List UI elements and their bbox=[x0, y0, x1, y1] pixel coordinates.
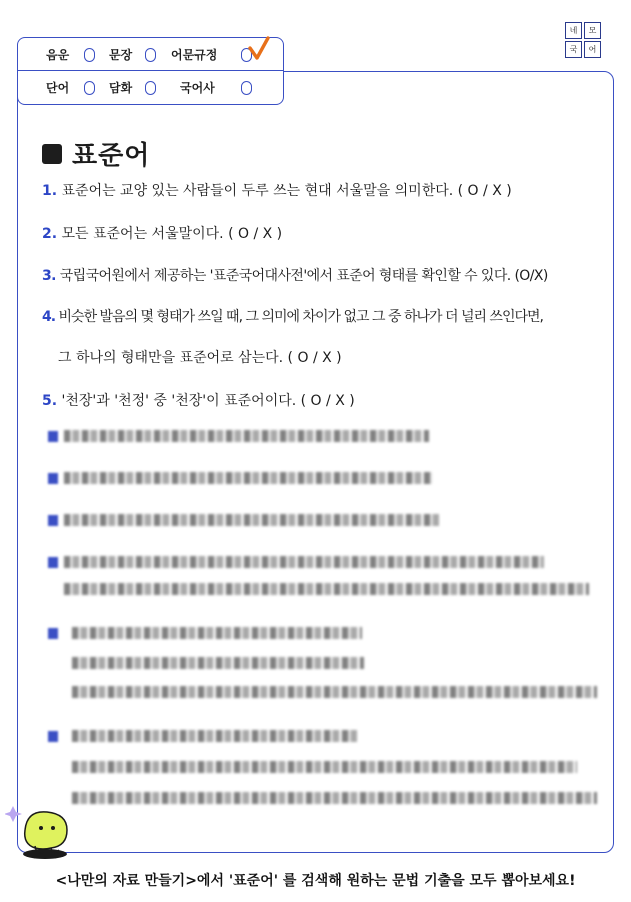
logo-char: 모 bbox=[584, 22, 601, 39]
checkbox-discourse[interactable] bbox=[145, 81, 156, 95]
blurred-text bbox=[72, 761, 577, 773]
tab-row bbox=[18, 38, 283, 71]
question-text: 그 하나의 형태만을 표준어로 삼는다. ( O / X ) bbox=[58, 350, 342, 366]
blurred-text bbox=[64, 430, 429, 442]
blurred-number bbox=[48, 731, 58, 742]
question-item bbox=[42, 390, 355, 410]
question-item bbox=[42, 306, 543, 326]
question-number: 1. bbox=[42, 183, 58, 199]
logo-char: 어 bbox=[584, 41, 601, 58]
blurred-number bbox=[48, 515, 58, 526]
page-title: 표준어 bbox=[72, 141, 151, 171]
question-item-continued bbox=[58, 347, 342, 367]
section-heading bbox=[42, 135, 150, 172]
question-item bbox=[42, 265, 548, 285]
blurred-text bbox=[64, 472, 432, 484]
question-text: 모든 표준어는 서울말이다. ( O / X ) bbox=[61, 226, 283, 242]
checkmark-icon bbox=[248, 36, 270, 62]
footer-instruction: <나만의 자료 만들기>에서 '표준어' 를 검색해 원하는 문법 기출을 모두 뽑아보세요! bbox=[55, 873, 576, 889]
logo-char: 네 bbox=[565, 22, 582, 39]
checkbox-word[interactable] bbox=[84, 81, 95, 95]
blurred-text bbox=[72, 686, 597, 698]
question-number: 2. bbox=[42, 226, 58, 242]
blurred-text bbox=[64, 583, 589, 595]
tab-sentence[interactable]: 문장 bbox=[109, 47, 133, 62]
tab-word[interactable]: 단어 bbox=[46, 80, 70, 95]
mascot-icon bbox=[5, 802, 85, 862]
blurred-text bbox=[64, 514, 439, 526]
square-bullet-icon bbox=[42, 144, 62, 164]
tab-discourse[interactable]: 담화 bbox=[109, 80, 133, 95]
logo bbox=[565, 22, 601, 56]
blurred-text bbox=[72, 657, 364, 669]
blurred-number bbox=[48, 473, 58, 484]
blurred-text bbox=[72, 627, 362, 639]
question-text: '천장'과 '천정' 중 '천장'이 표준어이다. ( O / X ) bbox=[61, 393, 355, 409]
blurred-text bbox=[72, 792, 597, 804]
checkbox-sentence[interactable] bbox=[145, 48, 156, 62]
question-number: 5. bbox=[42, 393, 58, 409]
question-number: 3. bbox=[42, 268, 56, 284]
logo-char: 국 bbox=[565, 41, 582, 58]
tab-row bbox=[18, 71, 283, 103]
category-tabs bbox=[17, 37, 284, 105]
tab-orthography[interactable]: 어문규정 bbox=[171, 47, 218, 62]
blurred-number bbox=[48, 557, 58, 568]
checkbox-phonology[interactable] bbox=[84, 48, 95, 62]
blurred-text bbox=[64, 556, 544, 568]
question-item bbox=[42, 180, 512, 200]
blurred-text bbox=[72, 730, 357, 742]
checkbox-history[interactable] bbox=[241, 81, 252, 95]
blurred-number bbox=[48, 431, 58, 442]
question-text: 국립국어원에서 제공하는 '표준국어대사전'에서 표준어 형태를 확인할 수 있다. (O/X) bbox=[59, 268, 548, 284]
tab-phonology[interactable]: 음운 bbox=[46, 47, 70, 62]
question-text: 비슷한 발음의 몇 형태가 쓰일 때, 그 의미에 차이가 없고 그 중 하나가 더 널리 쓰인다면, bbox=[58, 309, 543, 325]
blurred-number bbox=[48, 628, 58, 639]
question-number: 4. bbox=[42, 309, 56, 325]
tab-history[interactable]: 국어사 bbox=[180, 80, 215, 95]
question-text: 표준어는 교양 있는 사람들이 두루 쓰는 현대 서울말을 의미한다. ( O / X ) bbox=[61, 183, 512, 199]
question-item bbox=[42, 223, 282, 243]
